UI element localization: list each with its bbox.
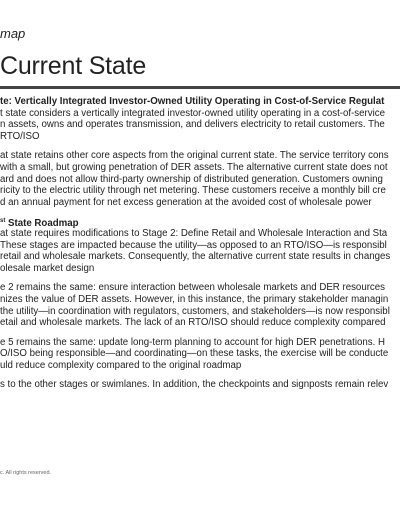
paragraph-line: e 2 remains the same: ensure interaction between wholesale markets and DER resources (0, 282, 386, 294)
paragraph-line: ricity to the electric utility through net metering. These customers receive a monthly bill cre (0, 185, 386, 197)
paragraph-line: etail and wholesale markets. The lack of an RTO/ISO should reduce complexity compared (0, 317, 386, 329)
paragraph-line: These stages are impacted because the utility—as opposed to an RTO/ISO—is responsibl (0, 239, 387, 251)
roadmap-heading (0, 216, 400, 228)
paragraph-line: e 5 remains the same: update long-term planning to account for high DER penetrations. H (0, 336, 386, 348)
paragraph-line: olesale market design (0, 262, 95, 274)
paragraph-line: at state requires modifications to Stage 2: Define Retail and Wholesale Interaction and Sta (0, 227, 388, 239)
section-label: map (0, 26, 26, 41)
paragraph-line: d an annual payment for net excess generation at the avoided cost of wholesale power (0, 196, 372, 208)
paragraph-line: RTO/ISO (0, 130, 40, 142)
roadmap-heading-text: State Roadmap (5, 218, 79, 228)
paragraph-line: the utility—in coordination with regulators, customers, and stakeholders—is now responsibl (0, 305, 390, 317)
paragraph-line: nizes the value of DER assets. However, in this instance, the primary stakeholder managin (0, 293, 389, 305)
paragraph-line: retail and wholesale markets. Consequently, the alternative current state results in changes (0, 251, 391, 263)
title-underline (0, 86, 400, 89)
paragraph-line: t state considers a vertically integrated investor-owned utility operating in a cost-of-service (0, 107, 385, 119)
copyright-footer: c. All rights reserved. (0, 470, 52, 476)
paragraph-line: te: Vertically Integrated Investor-Owned Utility Operating in Cost-of-Service Regulat (0, 96, 385, 107)
page-title: Current State (0, 52, 147, 80)
paragraph-line: with a small, but growing penetration of DER assets. The alternative current state does not (0, 161, 388, 173)
paragraph-line: ard and does not allow third-party ownership of distributed generation. Customers owning (0, 173, 383, 185)
paragraph-line: O/ISO being responsible—and coordinating—on these tasks, the exercise will be conducte (0, 348, 389, 360)
roadmap-heading-sup: st (0, 218, 6, 225)
paragraph-line: s to the other stages or swimlanes. In addition, the checkpoints and signposts remain relev (0, 379, 389, 391)
paragraph-line: n assets, owns and operates transmission, and delivers electricity to retail customers. The (0, 119, 385, 131)
document-body (0, 96, 400, 476)
paragraph-line: at state retains other core aspects from the original current state. The service territory cons (0, 150, 389, 162)
paragraph-line: uld reduce complexity compared to the original roadmap (0, 359, 242, 371)
